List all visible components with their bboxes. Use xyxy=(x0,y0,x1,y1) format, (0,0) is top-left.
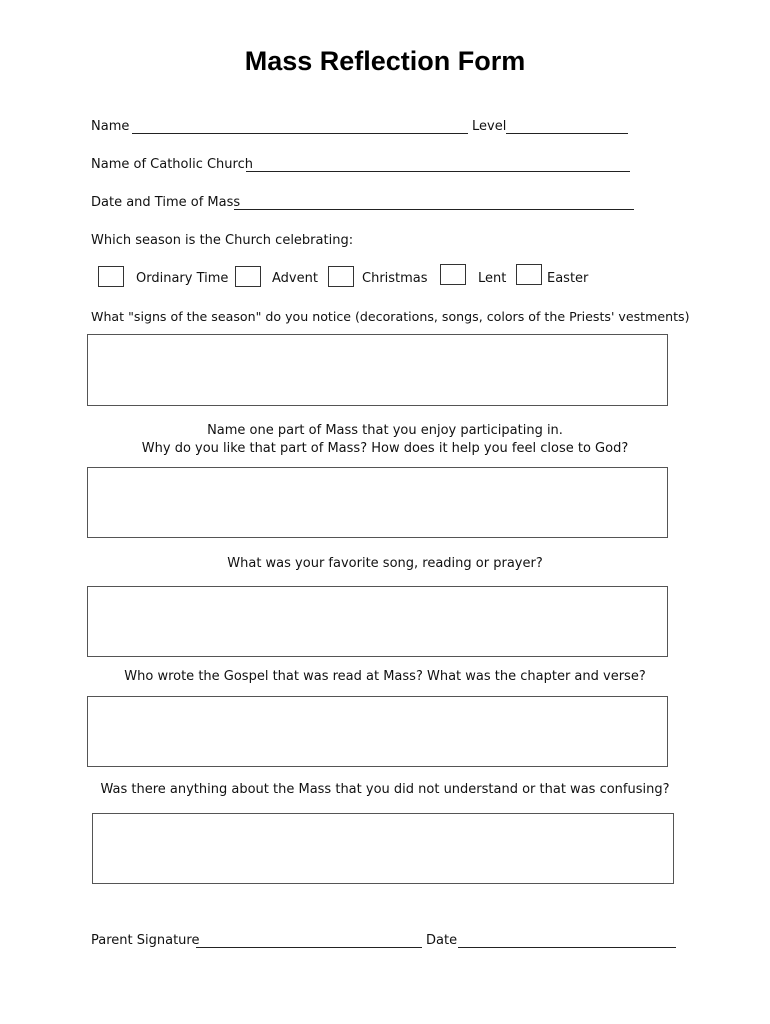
parent-signature-field[interactable] xyxy=(196,947,422,948)
parent-signature-label: Parent Signature xyxy=(91,933,200,948)
checkbox-ordinary-time[interactable] xyxy=(98,266,124,287)
level-label: Level xyxy=(472,119,507,134)
form-title: Mass Reflection Form xyxy=(244,46,526,76)
date-time-label: Date and Time of Mass xyxy=(91,195,241,210)
season-label-advent: Advent xyxy=(272,271,318,286)
date-label: Date xyxy=(426,933,458,948)
confusing-answer-box[interactable] xyxy=(92,813,674,884)
date-field[interactable] xyxy=(458,947,676,948)
name-label: Name xyxy=(91,119,130,134)
part-question-line1: Name one part of Mass that you enjoy participating in. xyxy=(207,423,563,438)
date-time-field[interactable] xyxy=(234,209,634,210)
signs-question: What "signs of the season" do you notice (decorations, songs, colors of the Priests' vestments) xyxy=(91,309,690,324)
season-label-ordinary-time: Ordinary Time xyxy=(136,271,229,286)
favorite-answer-box[interactable] xyxy=(87,586,668,657)
part-question-line2: Why do you like that part of Mass? How does it help you feel close to God? xyxy=(141,441,629,456)
part-answer-box[interactable] xyxy=(87,467,668,538)
checkbox-lent[interactable] xyxy=(440,264,466,285)
level-field[interactable] xyxy=(506,133,628,134)
signs-answer-box[interactable] xyxy=(87,334,668,406)
season-label-lent: Lent xyxy=(478,271,507,286)
season-label-easter: Easter xyxy=(547,271,589,286)
confusing-question: Was there anything about the Mass that you did not understand or that was confusing? xyxy=(100,782,670,797)
checkbox-christmas[interactable] xyxy=(328,266,354,287)
season-label-christmas: Christmas xyxy=(362,271,428,286)
favorite-question: What was your favorite song, reading or prayer? xyxy=(227,556,543,571)
church-label: Name of Catholic Church xyxy=(91,157,253,172)
church-field[interactable] xyxy=(246,171,630,172)
checkbox-advent[interactable] xyxy=(235,266,261,287)
gospel-question: Who wrote the Gospel that was read at Mass? What was the chapter and verse? xyxy=(124,669,646,684)
name-field[interactable] xyxy=(132,133,468,134)
gospel-answer-box[interactable] xyxy=(87,696,668,767)
season-question: Which season is the Church celebrating: xyxy=(91,233,354,248)
checkbox-easter[interactable] xyxy=(516,264,542,285)
